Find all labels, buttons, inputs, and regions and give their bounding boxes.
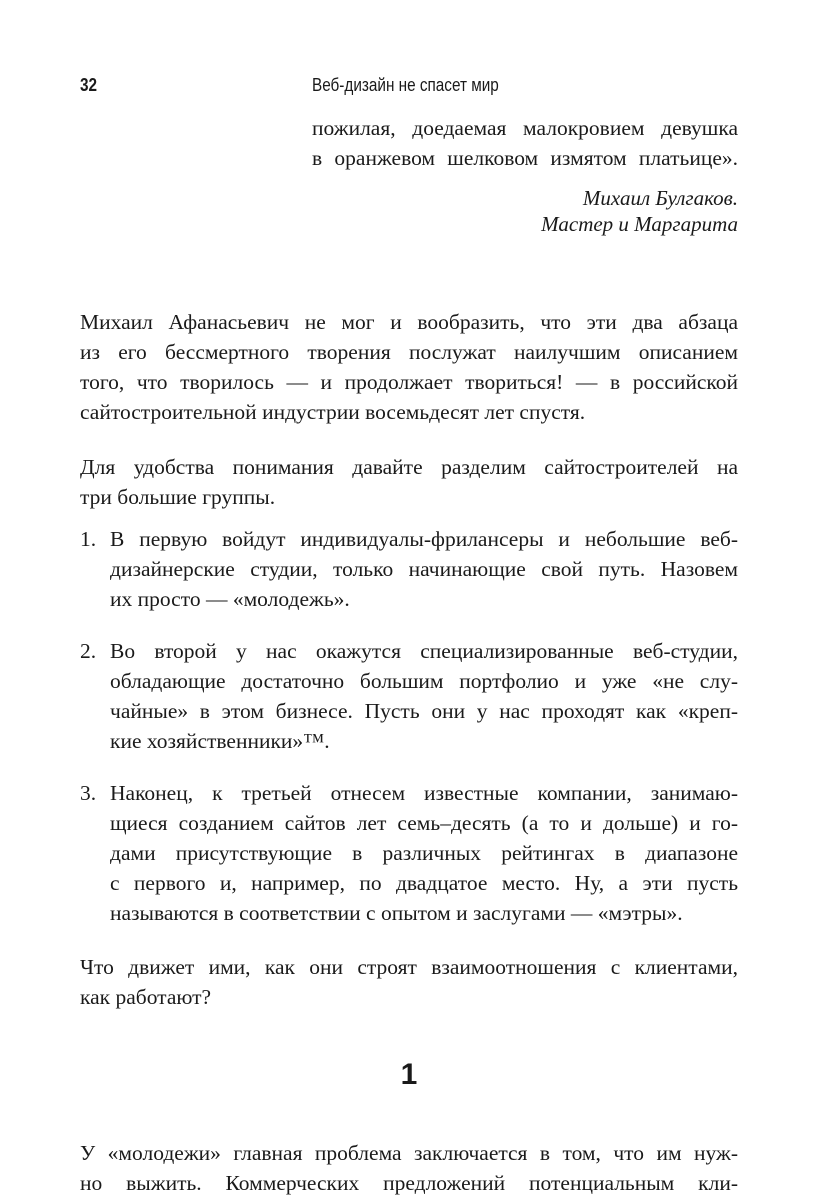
text-line: Наконец, к третьей отнесем известные компании, занимаю- xyxy=(110,781,738,805)
page-number: 32 xyxy=(80,75,98,95)
paragraph xyxy=(80,452,738,512)
text-line: Что движет ими, как они строят взаимоотношения с клиентами, xyxy=(80,955,738,979)
text-line: называются в соответствии с опытом и заслугами — «мэтры». xyxy=(110,901,683,925)
text-line: дизайнерские студии, только начинающие свой путь. Назовем xyxy=(110,557,738,581)
text-line: их просто — «молодежь». xyxy=(110,587,350,611)
paragraph xyxy=(80,1138,738,1198)
chapter-number: 1 xyxy=(400,1058,418,1091)
list-number: 2. xyxy=(80,639,97,663)
paragraph xyxy=(80,307,738,427)
running-title: Веб-дизайн не спасет мир xyxy=(312,75,499,95)
epigraph-attribution xyxy=(541,185,738,237)
text-line: того, что творилось — и продолжает твориться! — в российской xyxy=(80,370,738,394)
text-line: из его бессмертного творения послужат наилучшим описанием xyxy=(80,340,738,364)
text-line: пожилая, доедаемая малокровием девушка xyxy=(312,116,738,140)
text-line: в оранжевом шелковом измятом платьице». xyxy=(312,146,738,170)
epigraph-author: Михаил Булгаков. xyxy=(582,186,738,210)
text-line: щиеся созданием сайтов лет семь–десять (а то и дольше) и го- xyxy=(110,811,738,835)
list-item xyxy=(80,524,738,614)
text-line: обладающие достаточно большим портфолио и уже «не слу- xyxy=(110,669,738,693)
text-line: В первую войдут индивидуалы-фрилансеры и небольшие веб- xyxy=(110,527,738,551)
text-line: как работают? xyxy=(80,985,212,1009)
text-line: с первого и, например, по двадцатое место. Ну, а эти пусть xyxy=(110,871,738,895)
text-line: Во второй у нас окажутся специализированные веб-студии, xyxy=(110,639,738,663)
list-item xyxy=(80,636,738,756)
text-line: но выжить. Коммерческих предложений потенциальным кли- xyxy=(80,1171,738,1195)
text-line: Для удобства понимания давайте разделим сайтостроителей на xyxy=(80,455,738,479)
text-line: три большие группы. xyxy=(80,485,276,509)
epigraph-quote xyxy=(312,113,738,173)
text-line: чайные» в этом бизнесе. Пусть они у нас проходят как «креп- xyxy=(110,699,738,723)
paragraph xyxy=(80,952,738,1012)
list-number: 3. xyxy=(80,781,97,805)
text-line: У «молодежи» главная проблема заключается в том, что им нуж- xyxy=(80,1141,738,1165)
text-line: дами присутствующие в различных рейтингах в диапазоне xyxy=(110,841,738,865)
epigraph-work: Мастер и Маргарита xyxy=(541,212,738,236)
text-line: кие хозяйственники»™. xyxy=(110,729,330,753)
text-line: Михаил Афанасьевич не мог и вообразить, что эти два абзаца xyxy=(80,310,738,334)
text-line: сайтостроительной индустрии восемьдесят лет спустя. xyxy=(80,400,586,424)
list-number: 1. xyxy=(80,527,97,551)
list-item xyxy=(80,778,738,928)
